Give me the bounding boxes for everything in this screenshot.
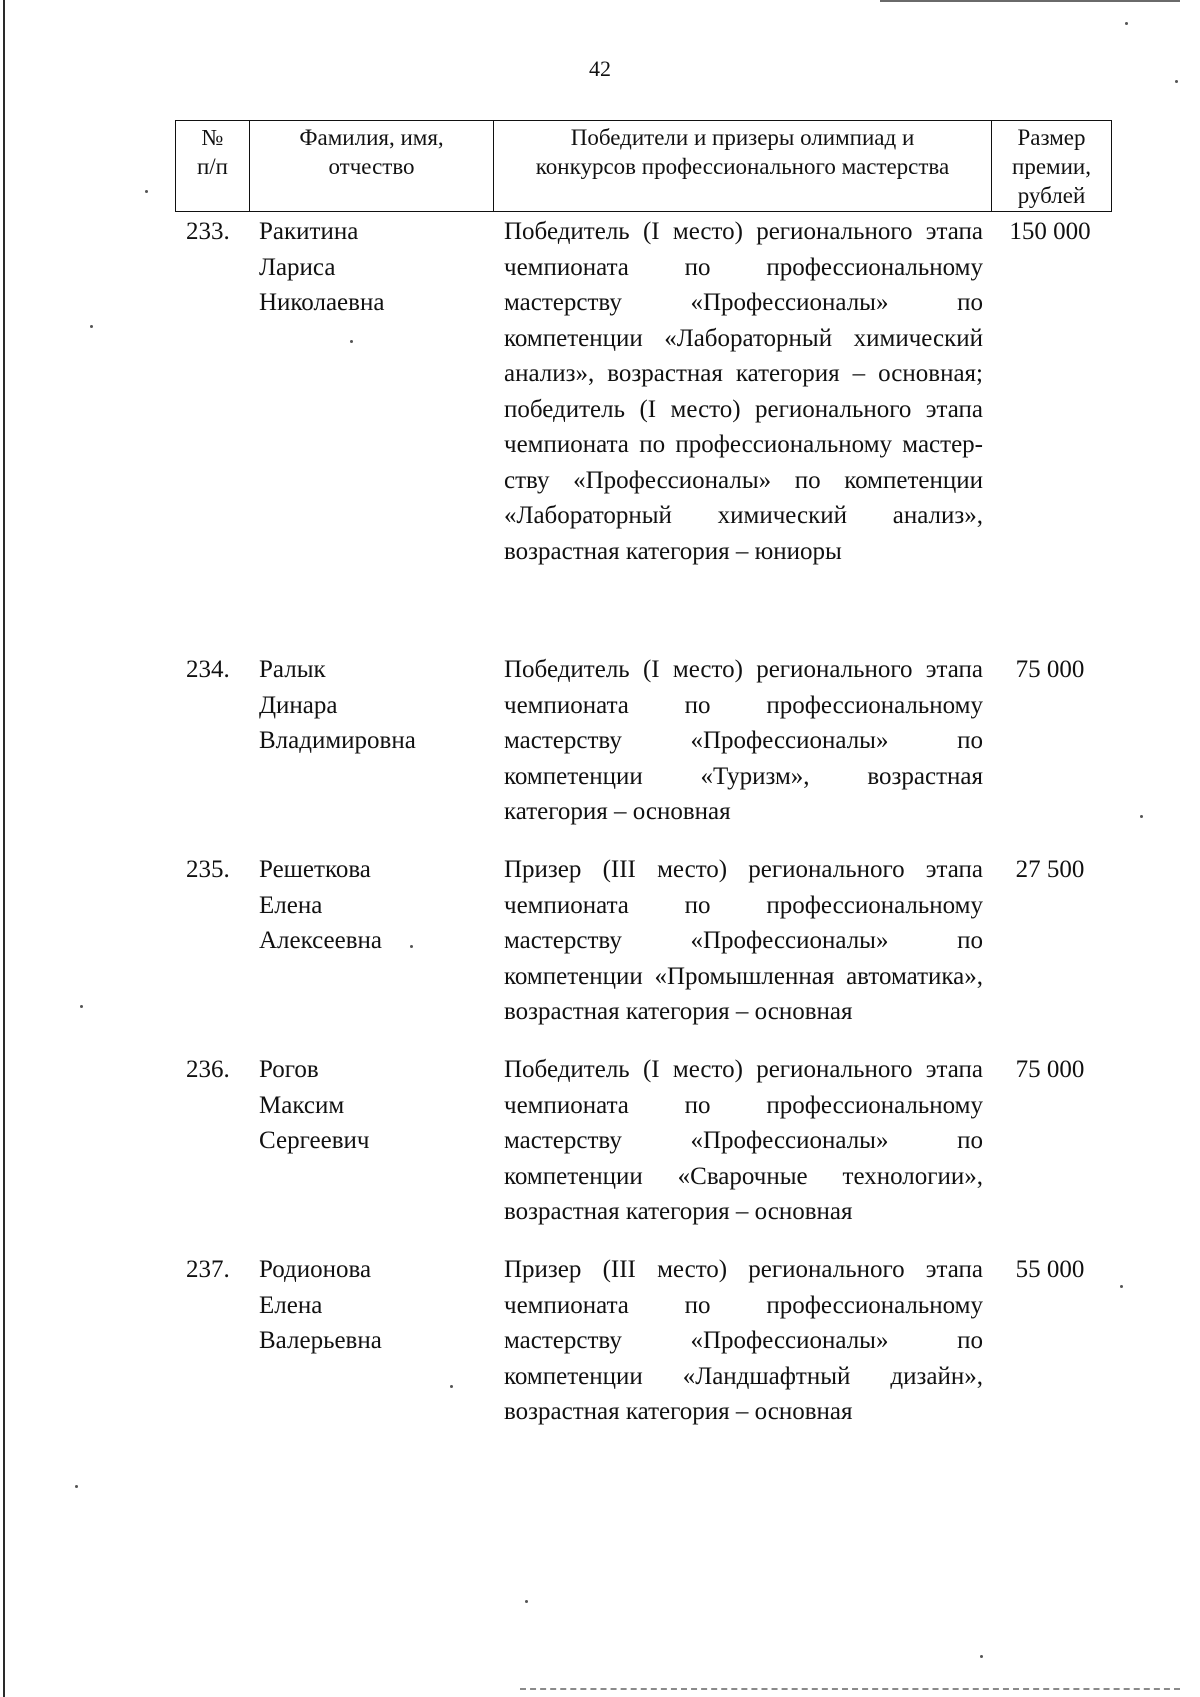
achievement-text: Победитель (I место) регионального этапа чемпионата по профессиональному мастерству «Профессионалы» по компетенции «Туризм», возрастная категория – основная — [504, 656, 983, 825]
achievement-text: Победитель (I место) регионального этапа чемпионата по профессиональному мастерству «Профессионалы» по компетенции «Сварочные технологии», возрастная категория – основная — [504, 1056, 983, 1225]
scan-speck — [75, 1485, 78, 1488]
person-name — [259, 1052, 489, 1159]
person-surname: Рогов — [259, 1056, 319, 1083]
person-patronymic: Сергеевич — [259, 1127, 370, 1154]
header-amount-label: Размер премии, рублей — [1012, 125, 1091, 208]
achievement-text: Призер (III место) регионального этапа чемпионата по профессиональному мастерству «Профессионалы» по компетенции «Промышленная автоматика», возрастная категория – основная — [504, 856, 983, 1025]
person-surname: Родионова — [259, 1256, 372, 1283]
header-number-column — [176, 121, 250, 212]
header-amount-column — [992, 121, 1112, 212]
award-amount: 150 000 — [1009, 218, 1091, 245]
person-patronymic: Алексеевна — [259, 927, 383, 954]
header-achievement-label: Победители и призеры олимпиад и конкурсов профессионального мастерства — [535, 125, 950, 179]
scan-speck — [525, 1600, 528, 1603]
award-amount: 75 000 — [1015, 656, 1085, 683]
person-first-name: Елена — [259, 891, 323, 919]
person-first-name: Максим — [259, 1091, 345, 1119]
person-name — [259, 852, 489, 959]
person-patronymic: Валерьевна — [259, 1327, 382, 1354]
person-first-name: Лариса — [259, 253, 336, 281]
person-surname: Ракитина — [259, 218, 359, 245]
header-name-label: Фамилия, имя, отчество — [299, 125, 444, 179]
scan-top-edge — [880, 0, 1180, 2]
row-number: 234. — [186, 656, 230, 683]
person-name — [259, 1252, 489, 1359]
award-amount: 27 500 — [1015, 856, 1085, 883]
person-name — [259, 214, 489, 321]
table-header — [175, 120, 1112, 212]
row-number: 237. — [186, 1256, 230, 1283]
award-amount: 75 000 — [1015, 1056, 1085, 1083]
scan-speck — [1125, 22, 1128, 25]
header-name-column — [250, 121, 494, 212]
scan-speck — [1140, 815, 1143, 818]
achievement-text: Призер (III место) регионального этапа чемпионата по профессиональному мастерству «Профессионалы» по компетенции «Ландшафтный дизайн», возрастная категория – основная — [504, 1256, 983, 1425]
person-first-name: Елена — [259, 1291, 323, 1319]
scan-left-edge — [3, 0, 5, 1697]
person-patronymic: Николаевна — [259, 289, 385, 316]
scan-speck — [145, 190, 148, 193]
person-name — [259, 652, 489, 759]
person-surname: Ралык — [259, 656, 326, 683]
award-amount: 55 000 — [1015, 1256, 1085, 1283]
scan-bottom-edge — [520, 1688, 1180, 1692]
page-number: 42 — [589, 56, 611, 81]
scan-speck — [410, 945, 413, 948]
scan-speck — [980, 1655, 983, 1658]
scan-speck — [350, 340, 353, 343]
achievement-text: Победитель (I место) регионального этапа чемпионата по профессиональному мастерству «Профессионалы» по компетенции «Лабораторный химический анализ», возрастная категория – основная; победитель (I место) регионального этапа чемпионата по профессиональному мастерству «Профессионалы» по компетенции «Лабораторный химический анализ», возрастная категория – юниоры — [504, 218, 983, 565]
person-patronymic: Владимировна — [259, 727, 416, 754]
row-number: 235. — [186, 856, 230, 883]
header-number-label: № п/п — [196, 125, 228, 179]
scan-speck — [1175, 80, 1178, 83]
scan-speck — [90, 325, 93, 328]
row-number: 236. — [186, 1056, 230, 1083]
header-achievement-column — [494, 121, 992, 212]
person-surname: Решеткова — [259, 856, 371, 883]
scan-speck — [1120, 1285, 1123, 1288]
scan-speck — [450, 1385, 453, 1388]
row-number: 233. — [186, 218, 230, 245]
scan-speck — [80, 1005, 83, 1008]
person-first-name: Динара — [259, 691, 338, 719]
